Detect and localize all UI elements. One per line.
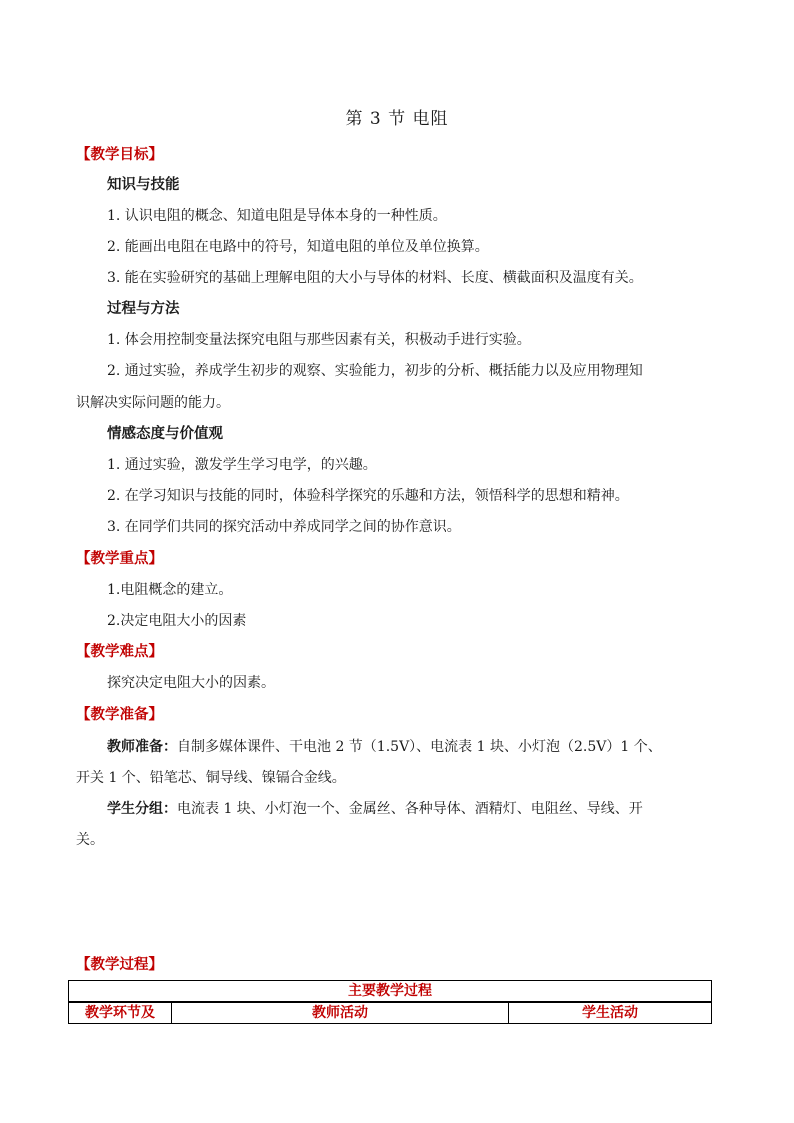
attitude-values-title: 情感态度与价值观 bbox=[107, 425, 223, 442]
table-title-row bbox=[69, 981, 712, 1003]
student-grouping-label: 学生分组： bbox=[107, 801, 177, 817]
process-item-1: 1. 体会用控制变量法探究电阻与那些因素有关，积极动手进行实验。 bbox=[107, 332, 531, 348]
attitude-item-3: 3. 在同学们共同的探究活动中养成同学之间的协作意识。 bbox=[107, 519, 461, 535]
knowledge-item-1: 1. 认识电阻的概念、知道电阻是导体本身的一种性质。 bbox=[107, 208, 447, 224]
student-grouping-cont: 关。 bbox=[76, 832, 104, 848]
column-header-stage: 教学环节及 bbox=[69, 1002, 172, 1024]
knowledge-item-3: 3. 能在实验研究的基础上理解电阻的大小与导体的材料、长度、横截面积及温度有关。 bbox=[107, 270, 643, 286]
table-header-row bbox=[69, 1002, 712, 1024]
process-heading: 【教学过程】 bbox=[76, 956, 163, 973]
key-point-2: 2.决定电阻大小的因素 bbox=[107, 613, 247, 629]
table-title: 主要教学过程 bbox=[69, 981, 712, 1003]
key-point-1: 1.电阻概念的建立。 bbox=[107, 582, 233, 598]
difficulties-text: 探究决定电阻大小的因素。 bbox=[107, 675, 275, 691]
teacher-preparation-text: 自制多媒体课件、干电池 2 节（1.5V）、电流表 1 块、小灯泡（2.5V）1 个、 bbox=[177, 739, 662, 755]
column-header-student: 学生活动 bbox=[509, 1002, 712, 1024]
page-title: 第 3 节 电阻 bbox=[345, 109, 449, 129]
student-grouping-text: 电流表 1 块、小灯泡一个、金属丝、各种导体、酒精灯、电阻丝、导线、开 bbox=[177, 801, 643, 817]
process-item-2-cont: 识解决实际问题的能力。 bbox=[76, 395, 230, 411]
process-methods-title: 过程与方法 bbox=[107, 300, 180, 317]
attitude-item-2: 2. 在学习知识与技能的同时，体验科学探究的乐趣和方法，领悟科学的思想和精神。 bbox=[107, 488, 629, 504]
teacher-preparation-label: 教师准备： bbox=[107, 739, 177, 755]
teacher-preparation-cont: 开关 1 个、铅笔芯、铜导线、镍镉合金线。 bbox=[76, 770, 346, 786]
student-grouping bbox=[107, 799, 643, 819]
teaching-process-table bbox=[68, 980, 712, 1024]
teacher-preparation bbox=[107, 737, 662, 757]
key-points-heading: 【教学重点】 bbox=[76, 550, 163, 567]
knowledge-item-2: 2. 能画出电阻在电路中的符号，知道电阻的单位及单位换算。 bbox=[107, 239, 489, 255]
preparation-heading: 【教学准备】 bbox=[76, 706, 163, 723]
attitude-item-1: 1. 通过实验，激发学生学习电学，的兴趣。 bbox=[107, 457, 377, 473]
difficulties-heading: 【教学难点】 bbox=[76, 643, 163, 660]
objectives-heading: 【教学目标】 bbox=[76, 146, 163, 163]
knowledge-skills-title: 知识与技能 bbox=[107, 176, 180, 193]
process-item-2: 2. 通过实验，养成学生初步的观察、实验能力，初步的分析、概括能力以及应用物理知 bbox=[107, 363, 643, 379]
column-header-teacher: 教师活动 bbox=[172, 1002, 509, 1024]
